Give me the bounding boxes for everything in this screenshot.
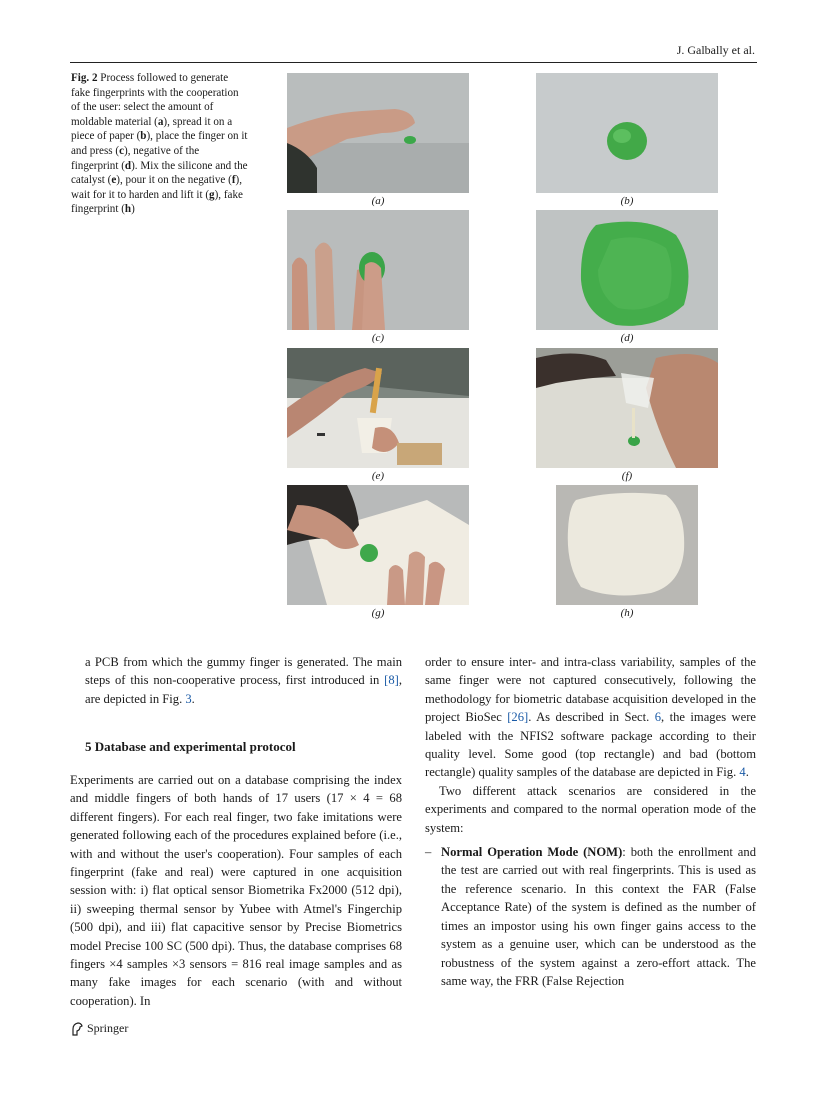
photo-h xyxy=(556,485,698,605)
header-rule xyxy=(70,62,757,63)
photo-b xyxy=(536,73,718,193)
panel-label-h: (h) xyxy=(620,607,634,619)
text-segment: . As described in Sect. xyxy=(528,710,655,725)
springer-horse-icon xyxy=(70,1022,84,1036)
text-segment: order to ensure inter- and intra-class variability, samples of the same finger were not captured consecutively, following the methodology for biometric database acquisition developed in the project BioSec xyxy=(425,655,756,725)
panel-label-a: (a) xyxy=(371,195,385,207)
panel-label-g: (g) xyxy=(371,607,385,619)
right-column xyxy=(425,653,756,990)
caption-segment: ), wait for it to harden and lift it ( xyxy=(71,174,242,201)
caption-panel-ref: h xyxy=(124,203,132,216)
caption-panel-ref: g xyxy=(209,188,215,201)
text-segment: . xyxy=(191,691,195,706)
left-paragraph-2: Experiments are carried out on a database comprising the index and middle fingers of both hands of 17 users (17 × 4 = 68 different fingers). For each real finger, two fake imitations were generated following each of the procedures explained before (i.e., with and without the user's cooperation). Four samples of each fingerprint (fake and real) were captured in one acquisition session with: i) flat optical sensor Biometrika Fx2000 (512 dpi), ii) sweeping thermal sensor by Yubee with Atmel's Fingerchip (500 dpi), and iii) flat capacitive sensor by Precise Biometrics model Precise 100 SC (500 dpi). Thus, the database comprises 68 fingers ×4 samples ×3 sensors = 816 real image samples and as many fake images for each scenario (with and without cooperation). In xyxy=(70,773,402,1008)
caption-panel-ref: b xyxy=(140,130,147,143)
caption-panel-ref: c xyxy=(119,144,124,157)
panel-label-e: (e) xyxy=(371,470,385,482)
photo-a xyxy=(287,73,469,193)
caption-panel-ref: a xyxy=(157,115,164,128)
caption-segment: ), place the finger on it and press ( xyxy=(71,130,248,157)
figure-caption-text xyxy=(71,72,248,215)
publisher-name: Springer xyxy=(87,1021,129,1035)
list-item-nom xyxy=(425,843,756,990)
photo-f xyxy=(536,348,718,468)
caption-segment: ). Mix the silicone and the catalyst ( xyxy=(71,159,248,187)
reference-link[interactable]: 6 xyxy=(654,710,662,725)
panel-label-d: (d) xyxy=(620,332,634,344)
reference-link[interactable]: [8] xyxy=(384,673,399,688)
panel-label-b: (b) xyxy=(620,195,634,207)
footer-publisher xyxy=(70,1021,128,1036)
panel-label-c: (c) xyxy=(371,332,385,344)
reference-link[interactable]: 4 xyxy=(739,765,746,780)
figure-caption xyxy=(71,71,249,217)
photo-g xyxy=(287,485,469,605)
text-segment: , are depicted in Fig. xyxy=(85,673,402,706)
running-header-author: J. Galbally et al. xyxy=(676,43,755,57)
caption-segment: ), pour it on the negative ( xyxy=(116,174,232,187)
caption-segment: ), fake fingerprint ( xyxy=(71,188,243,216)
photo-c xyxy=(287,210,469,330)
list-dash: – xyxy=(425,845,432,860)
right-paragraph-2: Two different attack scenarios are considered in the experiments and compared to the normal operation mode of the system: xyxy=(425,783,756,835)
reference-link[interactable]: [26] xyxy=(507,710,529,725)
photo-d xyxy=(536,210,718,330)
left-paragraph-1 xyxy=(85,653,402,708)
text-segment: a PCB from which the gummy finger is generated. The main steps of this non-cooperative process, first introduced in xyxy=(85,655,402,688)
section-heading: 5 Database and experimental protocol xyxy=(85,739,296,754)
list-item-text: : both the enrollment and the test are carried out with real fingerprints. This is used as the reference scenario. In this context the FAR (False Acceptance Rate) of the system is defined as the number of times an impostor using his own finger gains access to the system as a genuine user, which can be understood as the robustness of the system against a zero-effort attack. The same way, the FRR (False Rejection xyxy=(441,845,756,988)
text-segment: , the images were labeled with the NFIS2 software package according to their quality level. Some good (top rectangle) and bad (bottom rectangle) quality samples of the database are depicted in Fig. xyxy=(425,710,756,780)
text-segment: . xyxy=(745,765,749,780)
caption-segment: ) xyxy=(131,203,135,216)
reference-link[interactable]: 3 xyxy=(185,691,192,706)
panel-label-f: (f) xyxy=(621,470,633,482)
caption-panel-ref: e xyxy=(111,174,117,187)
caption-panel-ref: d xyxy=(124,159,132,172)
figure-caption-label: Fig. 2 xyxy=(71,72,98,84)
right-paragraph-1 xyxy=(425,653,756,782)
list-item-title: Normal Operation Mode (NOM) xyxy=(441,845,623,860)
photo-e xyxy=(287,348,469,468)
caption-segment: ), negative of the fingerprint ( xyxy=(71,144,200,172)
caption-panel-ref: f xyxy=(231,174,236,187)
caption-segment: Process followed to generate fake fingerprints with the cooperation of the user: select the amount of moldable material ( xyxy=(71,72,239,128)
caption-segment: ), spread it on a piece of paper ( xyxy=(71,115,233,143)
